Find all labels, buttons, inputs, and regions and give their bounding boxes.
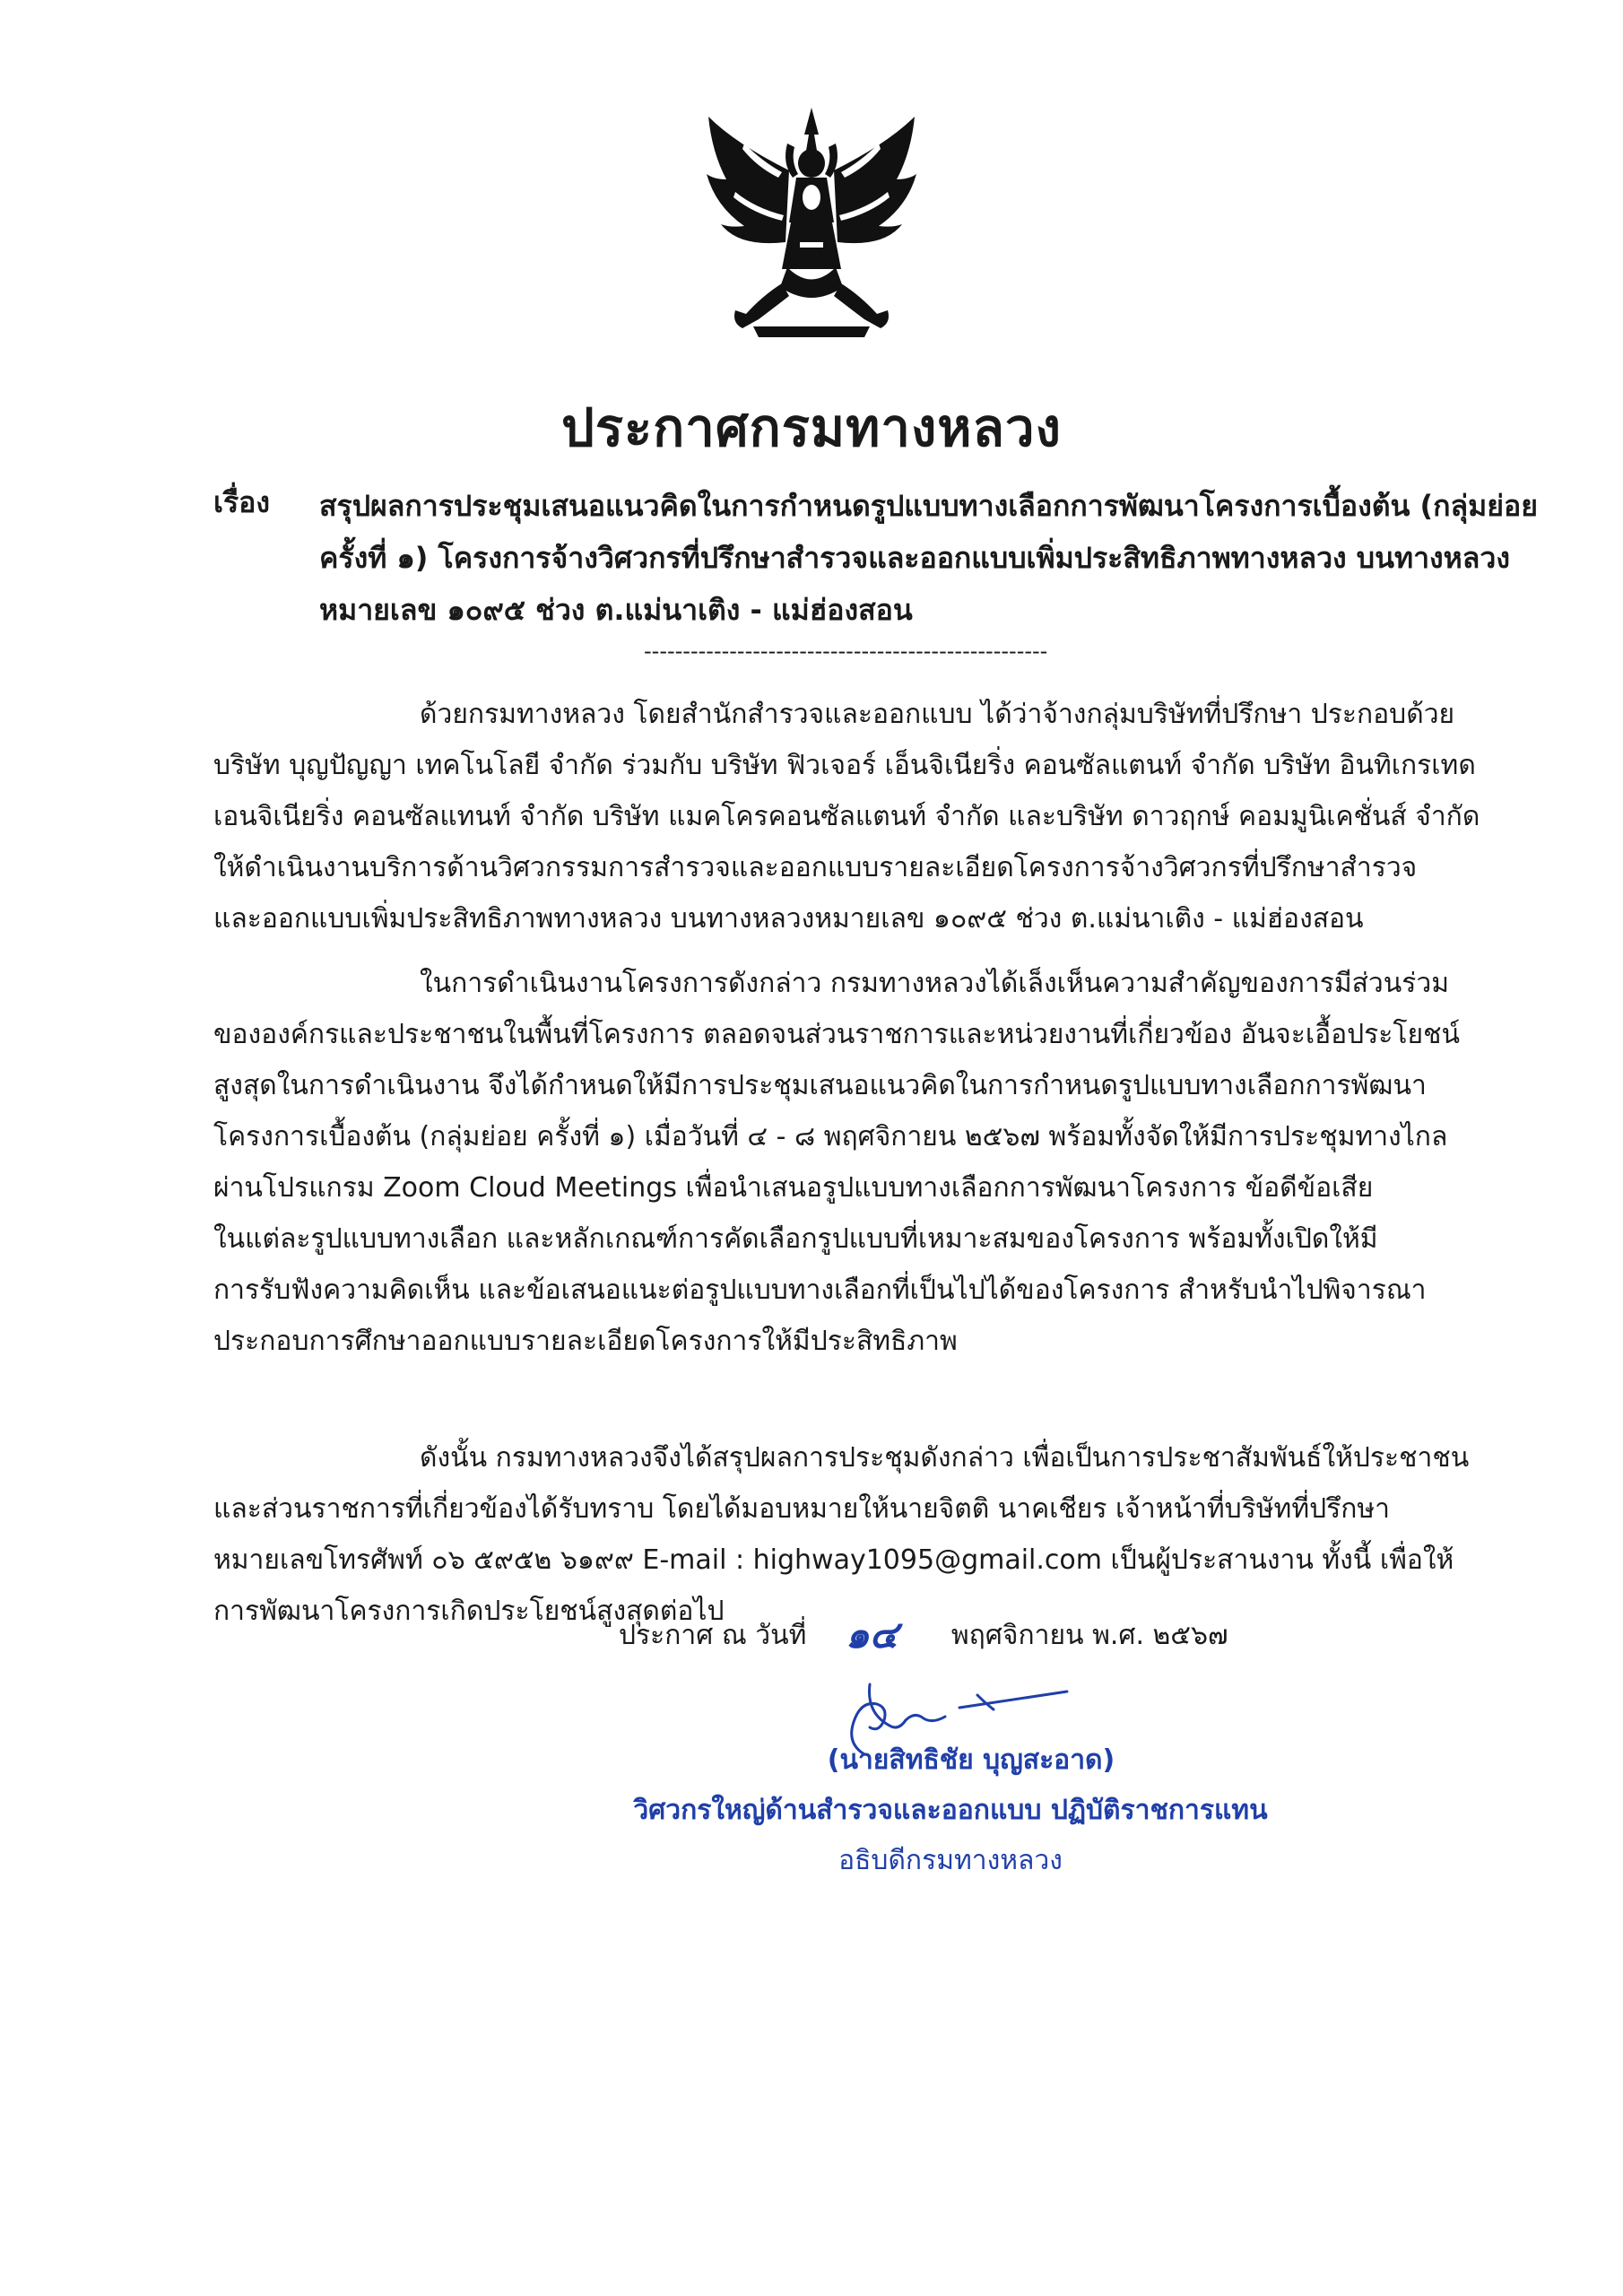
date-day: ๑๔ xyxy=(845,1613,898,1657)
paragraph-line: ดังนั้น กรมทางหลวงจึงได้สรุปผลการประชุมดังกล่าว เพื่อเป็นการประชาสัมพันธ์ให้ประชาชน xyxy=(420,1442,1470,1474)
date-month: พฤศจิกายน xyxy=(950,1620,1084,1651)
subject-line: สรุปผลการประชุมเสนอแนวคิดในการกำหนดรูปแบบทางเลือกการพัฒนาโครงการเบื้องต้น (กลุ่มย่อย xyxy=(319,489,1538,523)
paragraph-line: และส่วนราชการที่เกี่ยวข้องได้รับทราบ โดยได้มอบหมายให้นายจิตติ นาคเชียร เจ้าหน้าที่บริษัทที่ปรึกษา xyxy=(213,1493,1391,1525)
date-prefix: ประกาศ ณ วันที่ xyxy=(619,1620,807,1651)
paragraph-line: บริษัท บุญปัญญา เทคโนโลยี จำกัด ร่วมกับ บริษัท ฟิวเจอร์ เอ็นจิเนียริ่ง คอนซัลแตนท์ จำกัด บริษัท อินทิเกรเทด xyxy=(213,750,1476,781)
paragraph-2 xyxy=(213,958,1487,1367)
separator-line: ---------------------------------------------------- xyxy=(644,639,1047,664)
paragraph-line: หมายเลขโทรศัพท์ ๐๖ ๕๙๕๒ ๖๑๙๙ E-mail : highway1095@gmail.com เป็นผู้ประสานงาน ทั้งนี้ เพื่อให้ xyxy=(213,1544,1454,1576)
subject-text xyxy=(319,480,1538,636)
paragraph-line: และออกแบบเพิ่มประสิทธิภาพทางหลวง บนทางหลวงหมายเลข ๑๐๙๕ ช่วง ต.แม่นาเติง - แม่ฮ่องสอน xyxy=(213,903,1364,935)
announcement-date xyxy=(619,1605,1228,1665)
paragraph-line: โครงการเบื้องต้น (กลุ่มย่อย ครั้งที่ ๑) เมื่อวันที่ ๔ - ๘ พฤศจิกายน ๒๕๖๗ พร้อมทั้งจัดให้มีการประชุมทางไกล xyxy=(213,1121,1448,1152)
garuda-emblem-icon xyxy=(699,108,924,350)
paragraph-1 xyxy=(213,689,1487,944)
paragraph-line: ด้วยกรมทางหลวง โดยสำนักสำรวจและออกแบบ ได้ว่าจ้างกลุ่มบริษัทที่ปรึกษา ประกอบด้วย xyxy=(420,699,1455,730)
paragraph-line: สูงสุดในการดำเนินงาน จึงได้กำหนดให้มีการประชุมเสนอแนวคิดในการกำหนดรูปแบบทางเลือกการพัฒนา xyxy=(213,1070,1427,1101)
paragraph-line: ประกอบการศึกษาออกแบบรายละเอียดโครงการให้มีประสิทธิภาพ xyxy=(213,1326,958,1357)
paragraph-line: การรับฟังความคิดเห็น และข้อเสนอแนะต่อรูปแบบทางเลือกที่เป็นไปได้ของโครงการ สำหรับนำไปพิจารณา xyxy=(213,1274,1427,1306)
subject-line: ครั้งที่ ๑) โครงการจ้างวิศวกรที่ปรึกษาสำรวจและออกแบบเพิ่มประสิทธิภาพทางหลวง บนทางหลวง xyxy=(319,541,1510,575)
paragraph-line: ในแต่ละรูปแบบทางเลือก และหลักเกณฑ์การคัดเลือกรูปแบบที่เหมาะสมของโครงการ พร้อมทั้งเปิดให้มี xyxy=(213,1223,1378,1255)
paragraph-line: ผ่านโปรแกรม Zoom Cloud Meetings เพื่อนำเสนอรูปแบบทางเลือกการพัฒนาโครงการ ข้อดีข้อเสีย xyxy=(213,1172,1374,1204)
signatory-block xyxy=(592,1735,1309,1886)
paragraph-line: ให้ดำเนินงานบริการด้านวิศวกรรมการสำรวจและออกแบบรายละเอียดโครงการจ้างวิศวกรที่ปรึกษาสำรวจ xyxy=(213,852,1418,883)
signatory-organization: อธิบดีกรมทางหลวง xyxy=(838,1845,1063,1876)
paragraph-line: ขององค์กรและประชาชนในพื้นที่โครงการ ตลอดจนส่วนราชการและหน่วยงานที่เกี่ยวข้อง อันจะเอื้อประโยชน์ xyxy=(213,1019,1460,1050)
page-title: ประกาศกรมทางหลวง xyxy=(561,397,1062,458)
subject-label: เรื่อง xyxy=(213,485,270,519)
signatory-position: วิศวกรใหญ่ด้านสำรวจและออกแบบ ปฏิบัติราชการแทน xyxy=(633,1795,1268,1826)
subject-line: หมายเลข ๑๐๙๕ ช่วง ต.แม่นาเติง - แม่ฮ่องสอน xyxy=(319,593,913,627)
paragraph-line: ในการดำเนินงานโครงการดังกล่าว กรมทางหลวงได้เล็งเห็นความสำคัญของการมีส่วนร่วม xyxy=(420,968,1450,999)
paragraph-line: การพัฒนาโครงการเกิดประโยชน์สูงสุดต่อไป xyxy=(213,1596,725,1627)
date-year: พ.ศ. ๒๕๖๗ xyxy=(1092,1620,1228,1651)
signatory-name: (นายสิทธิชัย บุญสะอาด) xyxy=(827,1744,1115,1776)
paragraph-line: เอนจิเนียริ่ง คอนซัลแทนท์ จำกัด บริษัท แมคโครคอนซัลแตนท์ จำกัด และบริษัท ดาวฤกษ์ คอมมูนิเคชั่นส์ จำกัด xyxy=(213,801,1480,832)
